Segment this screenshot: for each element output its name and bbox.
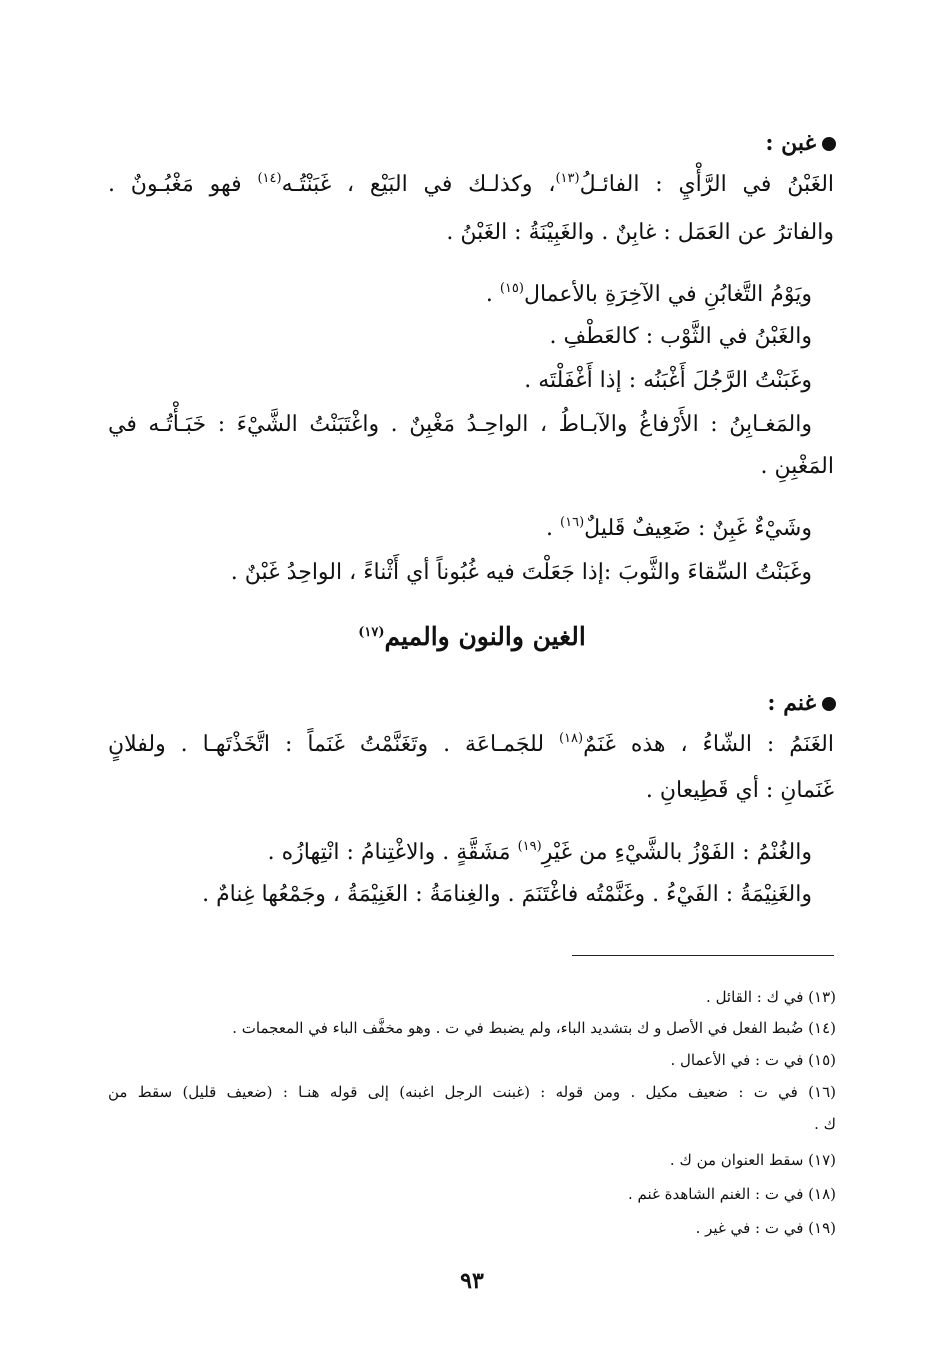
footnote: (١٣) في ك : القائل . — [706, 988, 836, 1006]
footnote: (١٧) سقط العنوان من ك . — [669, 1151, 836, 1169]
entry-line: المَغْبِنِ . — [760, 454, 834, 479]
page-number: ٩٣ — [460, 1268, 484, 1294]
entry-line: الغَبْنُ في الرَّأْيِ : الفائـلُ$^{(١٣)}$، وكذلـك في البَيْع ، غَبَنْتُـه$^{(١٤)}$ فهو مَغْبُـونٌ . — [108, 171, 835, 197]
entry-line: وغَبَنْتُ الرَّجُلَ أَغْبَنُه : إذا أَغْفَلْتَه . — [524, 368, 812, 393]
entry-line: والغَبْنُ في الثَّوْب : كالعَطْفِ . — [549, 324, 812, 349]
entry-headword-ghabn: غبن : — [765, 128, 836, 158]
footnote-marker: (١٤) — [257, 171, 282, 186]
entry-headword-ghanam: غنم : — [767, 688, 836, 718]
entry-line: والغَنِيْمَةُ : الفَيْءُ . وغَنَّمْتُه فاغْتَنَمَ . والغِنامَةُ : الغَنِيْمَةُ ، وجَمْعُها غِنامٌ . — [202, 882, 812, 907]
entry-line: والغُنْمُ : الفَوْزُ بالشَّيْءِ من غَيْرِ$^{(١٩)}$ مَشَقَّةٍ . والاغْتِنامُ : انْتِهازُه . — [267, 839, 812, 865]
entry-line: الغَنَمُ : الشّاءُ ، هذه غَنَمٌ$^{(١٨)}$ للجَمـاعَة . وتَغَنَّمْتُ غَنَماً : اتَّخَذْتَهـا . ولفلانٍ — [108, 731, 834, 757]
entry-line: والمَغـابِنُ : الأَرْفاغُ والآبـاطُ ، الواحِـدُ مَغْبِنٌ . واغْتَبَنْتُ الشَّيْءَ : خَبَـأْتُـه في — [108, 412, 812, 437]
entry-line: وشَيْءٌ غَبِنٌ : ضَعِيفٌ قَليلٌ$^{(١٦)}$ . — [546, 515, 812, 541]
bullet-icon — [822, 137, 836, 151]
footnote-marker: (١٣) — [555, 171, 580, 186]
section-title: الغين والنون والميم$^{(١٧)}$ — [358, 622, 586, 651]
entry-line: والفاترُ عن العَمَل : غابِنٌ . والغَبِيْنَةُ : الغَبْنُ . — [446, 220, 834, 245]
entry-line: غَنَمانِ : أي قَطِيعانِ . — [645, 778, 834, 803]
footnote: (١٦) في ت : ضعيف مكيل . ومن قوله : (غبنت الرجل اغبنه) إلى قوله هنـا : (ضعيف قليل) سقط من — [108, 1083, 836, 1101]
footnote: (١٩) في ت : في غير . — [695, 1219, 836, 1237]
footnote: (١٥) في ت : في الأعمال . — [670, 1051, 836, 1069]
bullet-icon — [822, 697, 836, 711]
footnote: (١٨) في ت : الغنم الشاهدة غنم . — [628, 1185, 836, 1203]
footnote-separator — [572, 955, 834, 956]
footnote: (١٤) ضُبط الفعل في الأصل و ك بتشديد الباء، ولم يضبط في ت . وهو مخفَّف الباء في المعجمات . — [232, 1019, 836, 1037]
footnote-continuation: ك . — [814, 1115, 836, 1133]
entry-line: ويَوْمُ التَّغابُنِ في الآخِرَةِ بالأعمال$^{(١٥)}$ . — [485, 281, 812, 307]
footnote-marker: (١٨) — [558, 731, 584, 746]
footnote-marker: (١٧) — [358, 625, 385, 640]
footnote-marker: (١٩) — [517, 839, 542, 854]
footnote-marker: (١٦) — [560, 515, 585, 530]
footnote-marker: (١٥) — [499, 281, 524, 296]
entry-line: وغَبَنْتُ السِّقاءَ والثَّوبَ :إذا جَعَلْتَ فيه غُبُوناً أي أَثْناءً ، الواحِدُ غَبْنٌ . — [230, 560, 812, 585]
